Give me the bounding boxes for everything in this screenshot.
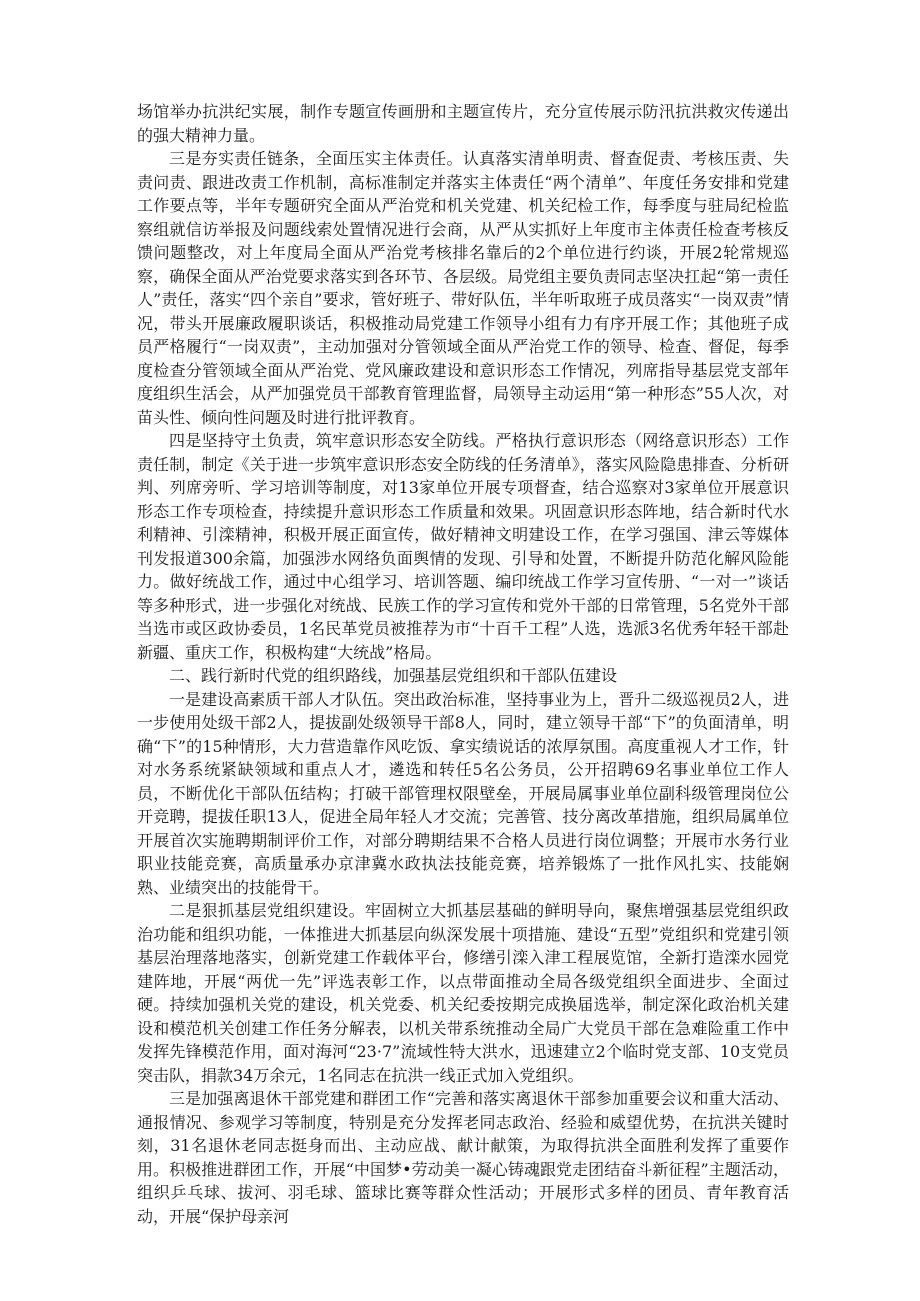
paragraph-cadre-team: 一是建设高素质干部人才队伍。突出政治标准，坚持事业为上，晋升二级巡视员2人，进一步使用处级干部2人，提拔副处级领导干部8人，同时，建立领导干部“下”的负面清单，明确“下”的15种情形，大力营造靠作风吃饭、拿实绩说话的浓厚氛围。高度重视人才工作，针对水务系统紧缺领域和重点人才，遴选和转任5名公务员，公开招聘69名事业单位工作人员，不断优化干部队伍结构；打破干部管理权限壁垒，开展局属事业单位副科级管理岗位公开竞聘，提拔任职13人，促进全局年轻人才交流；完善管、技分离改革措施，组织局属单位开展首次实施聘期制评价工作，对部分聘期结果不合格人员进行岗位调整；开展市水务行业职业技能竞赛，高质量承办京津冀水政执法技能竞赛，培养锻炼了一批作风扎实、技能娴熟、业绩突出的技能骨干。 [137, 689, 789, 897]
paragraph-retired-cadres: 三是加强离退休干部党建和群团工作“完善和落实离退休干部参加重要会议和重大活动、通报情况、参观学习等制度，特别是充分发挥老同志政治、经验和威望优势，在抗洪关键时刻，31名退休老同志挺身而出、主动应战、献计献策，为取得抗洪全面胜利发挥了重要作用。积极推进群团工作，开展“中国梦•劳动美一凝心铸魂跟党走团结奋斗新征程”主题活动，组织乒乓球、拔河、羽毛球、篮球比赛等群众性活动；开展形式多样的团员、青年教育活动，开展“保护母亲河 [137, 1089, 789, 1226]
paragraph-responsibility-chain: 三是夯实责任链条，全面压实主体责任。认真落实清单明责、督查促责、考核压责、失责问责、跟进改责工作机制，高标准制定并落实主体责任“两个清单”、年度任务安排和党建工作要点等，半年专题研究全面从严治党和机关党建、机关纪检工作，每季度与驻局纪检监察组就信访举报及问题线索处置情况进行会商，从严从实抓好上年度市主体责任检查考核反馈问题整改，对上年度局全面从严治党考核排名靠后的2个单位进行约谈，开展2轮常规巡察，确保全面从严治党要求落实到各环节、各层级。局党组主要负责同志坚决扛起“第一责任人”责任，落实“四个亲自”要求，管好班子、带好队伍，半年听取班子成员落实“一岗双责”情况，带头开展廉政履职谈话，积极推动局党建工作领导小组有力有序开展工作；其他班子成员严格履行“一岗双责”，主动加强对分管领域全面从严治党工作的领导、检查、督促，每季度检查分管领域全面从严治党、党风廉政建设和意识形态工作情况，列席指导基层党支部年度组织生活会，从严加强党员干部教育管理监督，局领导主动运用“第一种形态”55人次，对苗头性、倾向性问题及时进行批评教育。 [137, 149, 789, 427]
paragraph-continuation: 场馆举办抗洪纪实展，制作专题宣传画册和主题宣传片，充分宣传展示防汛抗洪救灾传递出的强大精神力量。 [137, 102, 789, 145]
paragraph-grassroots-party: 二是狠抓基层党组织建设。牢固树立大抓基层基础的鲜明导向，聚焦增强基层党组织政治功能和组织功能，一体推进大抓基层向纵深发展十项措施、建设“五型”党组织和党建引领基层治理落地落实，创新党建工作载体平台，修缮引滦入津工程展览馆，全新打造滦水园党建阵地，开展“两优一先”评选表彰工作，以点带面推动全局各级党组织全面进步、全面过硬。持续加强机关党的建设，机关党委、机关纪委按期完成换届选举，制定深化政治机关建设和模范机关创建工作任务分解表，以机关带系统推动全局广大党员干部在急难险重工作中发挥先锋模范作用，面对海河“23·7”流域性特大洪水，迅速建立2个临时党支部、10支党员突击队，捐款34万余元，1名同志在抗洪一线正式加入党组织。 [137, 901, 789, 1085]
paragraph-ideology-security: 四是坚持守土负责，筑牢意识形态安全防线。严格执行意识形态（网络意识形态）工作责任制，制定《关于进一步筑牢意识形态安全防线的任务清单》，落实风险隐患排查、分析研判、列席旁听、学习培训等制度，对13家单位开展专项督查，结合巡察对3家单位开展意识形态工作专项检查，持续提升意识形态工作质量和效果。巩固意识形态阵地，结合新时代水利精神、引滦精神，积极开展正面宣传，做好精神文明建设工作，在学习强国、津云等媒体刊发报道300余篇，加强涉水网络负面舆情的发现、引导和处置，不断提升防范化解风险能力。做好统战工作，通过中心组学习、培训答题、编印统战工作学习宣传册、“一对一”谈话等多种形式，进一步强化对统战、民族工作的学习宣传和党外干部的日常管理，5名党外干部当选市或区政协委员，1名民革党员被推荐为市“十百千工程”人选，选派3名优秀年轻干部赴新疆、重庆工作，积极构建“大统战”格局。 [137, 431, 789, 662]
document-page [137, 100, 789, 1228]
section-heading-organization: 二、践行新时代党的组织路线，加强基层党组织和干部队伍建设 [169, 666, 618, 685]
